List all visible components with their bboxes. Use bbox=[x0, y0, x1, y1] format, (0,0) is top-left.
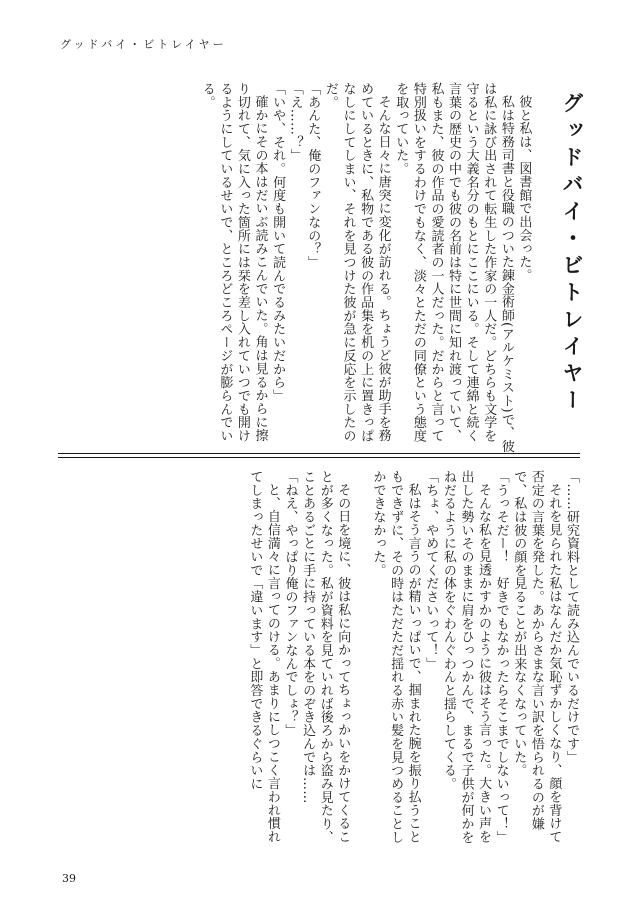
paragraph: 私はそう言うのが精いっぱいで、掴まれた腕を振り払うこともできずに、その時はただただ揺れる赤い髪を見つめることしかできなかった。 bbox=[370, 470, 421, 844]
top-text-block bbox=[198, 82, 584, 454]
dialogue-line: 「え……？」 bbox=[287, 82, 303, 163]
paragraph: そんな私を見透かすかのように彼はそう言った。大きい声を出した勢いそのままに肩をひっつかんで、まるで子供が何かをねだるように私の体をぐわんぐわんと揺らしてくる。 bbox=[440, 470, 492, 844]
paragraph: 確かにその本はだいぶ読みこんでいた。角は見るからに擦り切れて、気に入った箇所には栞を差し入れていつでも開けるようにしているせいで、ところどころページが膨らんでいる。 bbox=[199, 82, 268, 443]
page-number: 39 bbox=[62, 872, 76, 885]
chapter-title: グッドバイ・ビトレイヤー bbox=[560, 92, 584, 416]
section-divider-bottom bbox=[58, 457, 580, 458]
paragraph: それを見られた私はなんだか気恥ずかしくなり、顔を背けて否定の言葉を発した。あからさまな言い訳を悟られるのが嫌で、私は彼の顔を見ることが出来なくなっていた。 bbox=[511, 470, 562, 844]
dialogue-line: 「ちょ、やめてくださいって！」 bbox=[423, 470, 439, 671]
paragraph: と、自信満々に言ってのける。あまりにしつこく言われ慣れてしまったせいで「違います」と即答できるぐらいに bbox=[247, 470, 280, 844]
paragraph: そんな日々に唐突に変化が訪れる。ちょうど彼が助手を務めているときに、私物である彼の作品集を机の上に置きっぱなしにしてしまい、それを見つけた彼が急に反応を示したのだ。 bbox=[322, 82, 391, 443]
paragraph: 彼と私は、図書館で出会った。 bbox=[516, 95, 532, 282]
dialogue-line: 「ねえ、やっぱり俺のファンなんでしょ？」 bbox=[282, 470, 298, 737]
paragraph: その日を境に、彼は私に向かってちょっかいをかけてくることが多くなった。私が資料を見ていれば後ろから盗み見たり、ことあるごとに手に持っている本をのぞき込んでは…… bbox=[300, 470, 351, 844]
dialogue-line: 「いや、それ。何度も開いて読んでるみたいだから」 bbox=[270, 82, 286, 403]
section-divider-top bbox=[58, 453, 580, 454]
running-head: グッドバイ・ビトレイヤー bbox=[60, 38, 227, 51]
dialogue-line: 「あんた、俺のファンなの？」 bbox=[305, 82, 321, 269]
dialogue-line: 「うっそだー！ 好きでもなかったらそこまでしないって！」 bbox=[493, 470, 509, 844]
dialogue-line: 「……研究資料として読み込んでいるだけです」 bbox=[564, 470, 579, 764]
paragraph: 私は特務司書と役職のついた錬金術師(アルケミスト)で、彼は私に詠び出されて転生した作家の一人だ。どちらも文学を守るという大義名分のもとにここにいる。そして連綿と続く言葉の歴史の中でも彼の名前は特に世間に知れ渡っていて、私もまた、彼の作品の愛読者の一人だった。だからと言って特別扱いをするわけでもなく、淡々とただの同僚という態度を取っていた。 bbox=[393, 82, 514, 453]
bottom-text-block bbox=[246, 470, 580, 855]
blank-line bbox=[351, 470, 369, 855]
